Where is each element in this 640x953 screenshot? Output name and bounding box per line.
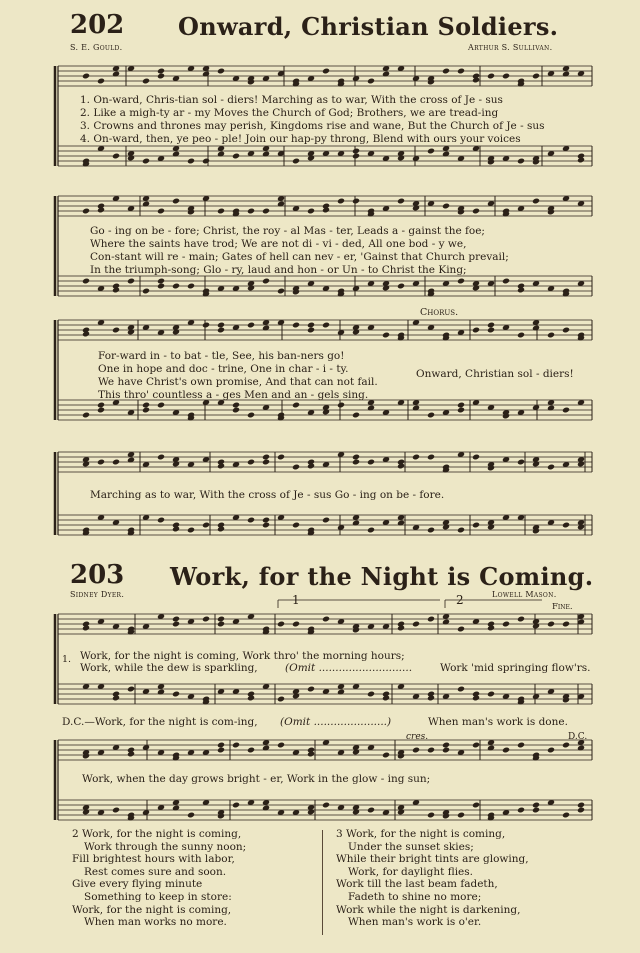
note-head: [352, 153, 360, 160]
hymn-203-number: 203: [70, 560, 125, 590]
note-head: [577, 745, 585, 752]
verse-3-line: 3. Crowns and thrones may perish, Kingdoms rise and wane, But the Church of Je - sus: [80, 120, 545, 132]
note-head: [472, 522, 480, 529]
note-head: [157, 402, 165, 409]
note-head: [397, 283, 405, 290]
note-head: [532, 807, 540, 814]
note-head: [352, 809, 360, 816]
note-head: [247, 208, 255, 215]
note-head: [322, 616, 330, 623]
verse-2-line: One in hope and doc - trine, One in char - i - ty.: [98, 363, 349, 375]
note-head: [232, 153, 240, 160]
note-head: [457, 402, 465, 409]
note-head: [457, 68, 465, 75]
note-head: [442, 747, 450, 754]
note-head: [112, 807, 120, 814]
note-head: [577, 461, 585, 468]
note-head: [202, 616, 210, 623]
note-head: [487, 745, 495, 752]
note-head: [142, 407, 150, 414]
note-head: [427, 148, 435, 155]
dc-line-lyric: D.C.—Work, for the night is com-ing,: [62, 716, 258, 728]
note-head: [142, 78, 150, 85]
dc-omit: (Omit ......................): [280, 716, 392, 728]
note-head: [202, 158, 210, 165]
note-head: [82, 73, 90, 80]
verse-4-line: This thro' countless a - ges Men and an - gels sing.: [98, 389, 369, 401]
note-head: [262, 208, 270, 215]
note-head: [487, 327, 495, 334]
note-head: [97, 78, 105, 85]
note-head: [502, 73, 510, 80]
verse-line: Work, for the night is coming,: [72, 903, 232, 916]
note-head: [442, 742, 450, 749]
note-head: [427, 527, 435, 534]
note-head: [232, 802, 240, 809]
verse-2-line: Where the saints have trod; We are not di - vi - ded, All one bod - y we,: [90, 238, 467, 250]
note-head: [457, 278, 465, 285]
note-head: [172, 621, 180, 628]
note-head: [97, 459, 105, 466]
note-head: [547, 405, 555, 412]
note-head: [202, 71, 210, 78]
note-head: [157, 278, 165, 285]
note-head: [367, 527, 375, 534]
note-head: [562, 621, 570, 628]
note-head: [412, 405, 420, 412]
note-head: [502, 747, 510, 754]
note-head: [412, 454, 420, 461]
note-head: [517, 158, 525, 165]
note-head: [427, 412, 435, 419]
note-head: [472, 285, 480, 292]
note-head: [292, 621, 300, 628]
note-head: [532, 461, 540, 468]
note-head: [217, 322, 225, 329]
note-head: [247, 322, 255, 329]
note-head: [427, 454, 435, 461]
note-head: [292, 464, 300, 471]
note-head: [427, 616, 435, 623]
note-head: [142, 158, 150, 165]
note-head: [412, 747, 420, 754]
verse-line: While their bright tints are glowing,: [336, 853, 529, 866]
note-head: [172, 151, 180, 158]
note-head: [307, 686, 315, 693]
note-head: [397, 155, 405, 162]
note-head: [337, 198, 345, 205]
note-head: [112, 153, 120, 160]
note-head: [502, 621, 510, 628]
note-head: [277, 621, 285, 628]
note-head: [577, 802, 585, 809]
verse-1-line: For-ward in - to bat - tle, See, his ban-ners go!: [98, 350, 345, 362]
note-head: [562, 742, 570, 749]
note-head: [487, 691, 495, 698]
note-head: [247, 459, 255, 466]
verse-line: Give every flying minute: [72, 878, 203, 891]
verse-3-line: Con-stant will re - main; Gates of hell can nev - er, 'Gainst that Church prevail;: [90, 251, 509, 263]
verse-line: Under the sunset skies;: [348, 840, 474, 853]
verse-number-1: 1.: [62, 654, 72, 665]
note-head: [517, 807, 525, 814]
note-head: [217, 742, 225, 749]
note-head: [277, 288, 285, 295]
note-head: [352, 148, 360, 155]
note-head: [322, 409, 330, 416]
note-head: [307, 809, 315, 816]
note-head: [262, 454, 270, 461]
verse-1-line: 1. On-ward, Chris-tian sol - diers! Marching as to war, With the cross of Je - sus: [80, 94, 503, 106]
note-head: [442, 524, 450, 531]
note-head: [382, 285, 390, 292]
note-head: [472, 802, 480, 809]
note-head: [562, 812, 570, 819]
note-head: [157, 283, 165, 290]
note-head: [562, 407, 570, 414]
note-head: [292, 402, 300, 409]
note-head: [457, 626, 465, 633]
note-head: [307, 322, 315, 329]
line-2c-lyric: Work 'mid springing flow'rs.: [440, 662, 591, 674]
note-head: [262, 325, 270, 332]
note-head: [352, 329, 360, 336]
note-head: [262, 522, 270, 529]
note-head: [472, 742, 480, 749]
first-ending-number: 1: [292, 593, 300, 607]
note-head: [517, 332, 525, 339]
note-head: [217, 621, 225, 628]
note-head: [187, 158, 195, 165]
note-head: [442, 68, 450, 75]
dc-marking: D.C.: [568, 732, 588, 742]
note-head: [232, 407, 240, 414]
note-head: [112, 71, 120, 78]
note-head: [397, 809, 405, 816]
note-head: [517, 742, 525, 749]
note-head: [157, 454, 165, 461]
note-head: [127, 155, 135, 162]
note-head: [262, 517, 270, 524]
note-head: [82, 461, 90, 468]
note-head: [112, 327, 120, 334]
note-head: [427, 812, 435, 819]
note-head: [277, 696, 285, 703]
note-head: [172, 461, 180, 468]
note-head: [502, 278, 510, 285]
note-head: [262, 151, 270, 158]
note-head: [337, 689, 345, 696]
note-head: [202, 522, 210, 529]
note-head: [397, 520, 405, 527]
verse-line: Work, for daylight flies.: [348, 865, 473, 878]
verse-line: Work through the sunny noon;: [84, 840, 247, 853]
note-head: [172, 283, 180, 290]
note-head: [352, 412, 360, 419]
note-head: [247, 412, 255, 419]
hymn-202-author: S. E. Gould.: [70, 43, 123, 52]
note-head: [367, 78, 375, 85]
note-head: [487, 322, 495, 329]
note-head: [397, 198, 405, 205]
note-head: [442, 619, 450, 626]
second-ending-number: 2: [456, 593, 464, 607]
chorus-start-lyric: Onward, Christian sol - diers!: [416, 368, 574, 380]
note-head: [352, 459, 360, 466]
note-head: [352, 454, 360, 461]
verse-line: Rest comes sure and soon.: [84, 865, 227, 878]
note-head: [367, 405, 375, 412]
note-head: [487, 524, 495, 531]
verse-2-block: [72, 828, 246, 929]
verse-line: Work till the last beam fadeth,: [336, 878, 498, 891]
note-head: [427, 747, 435, 754]
verse-line: Fill brightest hours with labor,: [72, 853, 235, 866]
note-head: [562, 327, 570, 334]
note-head: [142, 402, 150, 409]
note-head: [262, 278, 270, 285]
verse-3-line: We have Christ's own promise, And that can not fail.: [98, 376, 378, 388]
note-head: [217, 151, 225, 158]
note-head: [472, 454, 480, 461]
note-head: [307, 155, 315, 162]
verse-line: Work while the night is darkening,: [336, 903, 521, 916]
note-head: [187, 283, 195, 290]
note-head: [442, 203, 450, 210]
note-head: [172, 691, 180, 698]
note-head: [532, 325, 540, 332]
note-head: [322, 517, 330, 524]
hymn-202-title: Onward, Christian Soldiers.: [178, 12, 559, 41]
note-head: [382, 71, 390, 78]
system-3-lyrics: [98, 350, 378, 402]
note-head: [532, 73, 540, 80]
note-head: [367, 807, 375, 814]
note-head: [82, 809, 90, 816]
hymn-203-author: Sidney Dyer.: [70, 590, 125, 599]
note-head: [217, 616, 225, 623]
note-head: [262, 459, 270, 466]
system-1-lyrics: [80, 94, 545, 146]
fine-marking: Fine.: [552, 602, 573, 612]
note-head: [157, 68, 165, 75]
note-head: [382, 332, 390, 339]
note-head: [307, 327, 315, 334]
verse-3-block: [336, 828, 529, 929]
note-head: [562, 522, 570, 529]
verse-line: 3 Work, for the night is coming,: [336, 828, 506, 840]
note-head: [262, 745, 270, 752]
system-2-lyrics: [90, 225, 509, 277]
note-head: [352, 749, 360, 756]
note-head: [277, 454, 285, 461]
note-head: [517, 616, 525, 623]
chorus-label: Chorus.: [420, 307, 459, 318]
verse-line: 2 Work, for the night is coming,: [72, 828, 242, 840]
note-head: [247, 517, 255, 524]
note-head: [577, 524, 585, 531]
note-head: [307, 208, 315, 215]
note-head: [187, 812, 195, 819]
system-4-lyrics: Marching as to war, With the cross of Je - sus Go - ing on be - fore.: [90, 489, 445, 501]
note-head: [547, 332, 555, 339]
note-head: [217, 208, 225, 215]
note-head: [172, 616, 180, 623]
note-head: [472, 327, 480, 334]
hymn-202-composer: Arthur S. Sullivan.: [468, 43, 553, 52]
note-head: [157, 208, 165, 215]
note-head: [367, 459, 375, 466]
note-head: [127, 329, 135, 336]
note-head: [82, 278, 90, 285]
hymn-203-title: Work, for the Night is Coming.: [170, 562, 594, 591]
note-head: [277, 742, 285, 749]
verse-2-line: 2. Like a migh-ty ar - my Moves the Church of God; Brothers, we are tread-ing: [80, 107, 499, 119]
note-head: [547, 747, 555, 754]
note-head: [157, 73, 165, 80]
note-head: [412, 205, 420, 212]
note-head: [202, 322, 210, 329]
note-head: [472, 208, 480, 215]
note-head: [292, 693, 300, 700]
verse-1-line: Go - ing on be - fore; Christ, the roy - al Mas - ter, Leads a - gainst the foe;: [90, 225, 485, 237]
note-head: [172, 329, 180, 336]
note-head: [217, 68, 225, 75]
note-head: [262, 805, 270, 812]
note-head: [82, 208, 90, 215]
crescendo-marking: cres.: [406, 732, 429, 742]
note-head: [232, 742, 240, 749]
note-head: [532, 623, 540, 630]
hymn-203-composer: Lowell Mason.: [492, 590, 557, 599]
note-head: [127, 278, 135, 285]
note-head: [352, 520, 360, 527]
note-head: [562, 71, 570, 78]
note-head: [442, 151, 450, 158]
note-head: [97, 407, 105, 414]
note-head: [577, 807, 585, 814]
hymn-202-number: 202: [70, 10, 125, 40]
line-1-lyric: Work, for the night is coming, Work thro' the morning hours;: [80, 650, 405, 662]
note-head: [217, 327, 225, 334]
note-head: [547, 464, 555, 471]
note-head: [292, 522, 300, 529]
note-head: [292, 158, 300, 165]
note-head: [247, 285, 255, 292]
note-head: [277, 201, 285, 208]
note-head: [142, 288, 150, 295]
verse-4-line: 4. On-ward, then, ye peo - ple! Join our hap-py throng, Blend with ours your voices: [80, 133, 521, 145]
note-head: [172, 198, 180, 205]
verse-4-line: In the triumph-song; Glo - ry, laud and hon - or Un - to Christ the King;: [90, 264, 467, 276]
note-head: [532, 198, 540, 205]
column-divider: [322, 830, 323, 935]
note-head: [97, 402, 105, 409]
note-head: [457, 527, 465, 534]
note-head: [142, 201, 150, 208]
note-head: [352, 198, 360, 205]
note-head: [337, 402, 345, 409]
note-head: [382, 752, 390, 759]
note-head: [412, 621, 420, 628]
note-head: [322, 802, 330, 809]
note-head: [127, 686, 135, 693]
note-head: [322, 68, 330, 75]
note-head: [322, 322, 330, 329]
verse-line: Fadeth to shine no more;: [348, 890, 482, 903]
note-head: [292, 322, 300, 329]
note-head: [82, 412, 90, 419]
note-head: [367, 691, 375, 698]
note-head: [487, 73, 495, 80]
note-head: [187, 527, 195, 534]
note-head: [157, 689, 165, 696]
system-2-lyric: Work, when the day grows bright - er, Work in the glow - ing sun;: [82, 773, 431, 785]
note-head: [247, 747, 255, 754]
verse-line: When man works no more.: [84, 916, 227, 929]
note-head: [547, 621, 555, 628]
note-head: [532, 802, 540, 809]
note-head: [457, 407, 465, 414]
note-head: [127, 457, 135, 464]
note-head: [157, 517, 165, 524]
note-head: [112, 459, 120, 466]
note-head: [457, 686, 465, 693]
line-2-omit: (Omit ............................: [285, 662, 413, 674]
dc-end-lyric: When man's work is done.: [428, 716, 568, 728]
note-head: [517, 459, 525, 466]
verse-line: When man's work is o'er.: [348, 916, 482, 929]
note-head: [217, 747, 225, 754]
note-head: [457, 812, 465, 819]
verse-line: Something to keep in store:: [84, 890, 232, 903]
note-head: [172, 805, 180, 812]
note-head: [232, 402, 240, 409]
line-2a-lyric: Work, while the dew is sparkling,: [80, 662, 258, 674]
